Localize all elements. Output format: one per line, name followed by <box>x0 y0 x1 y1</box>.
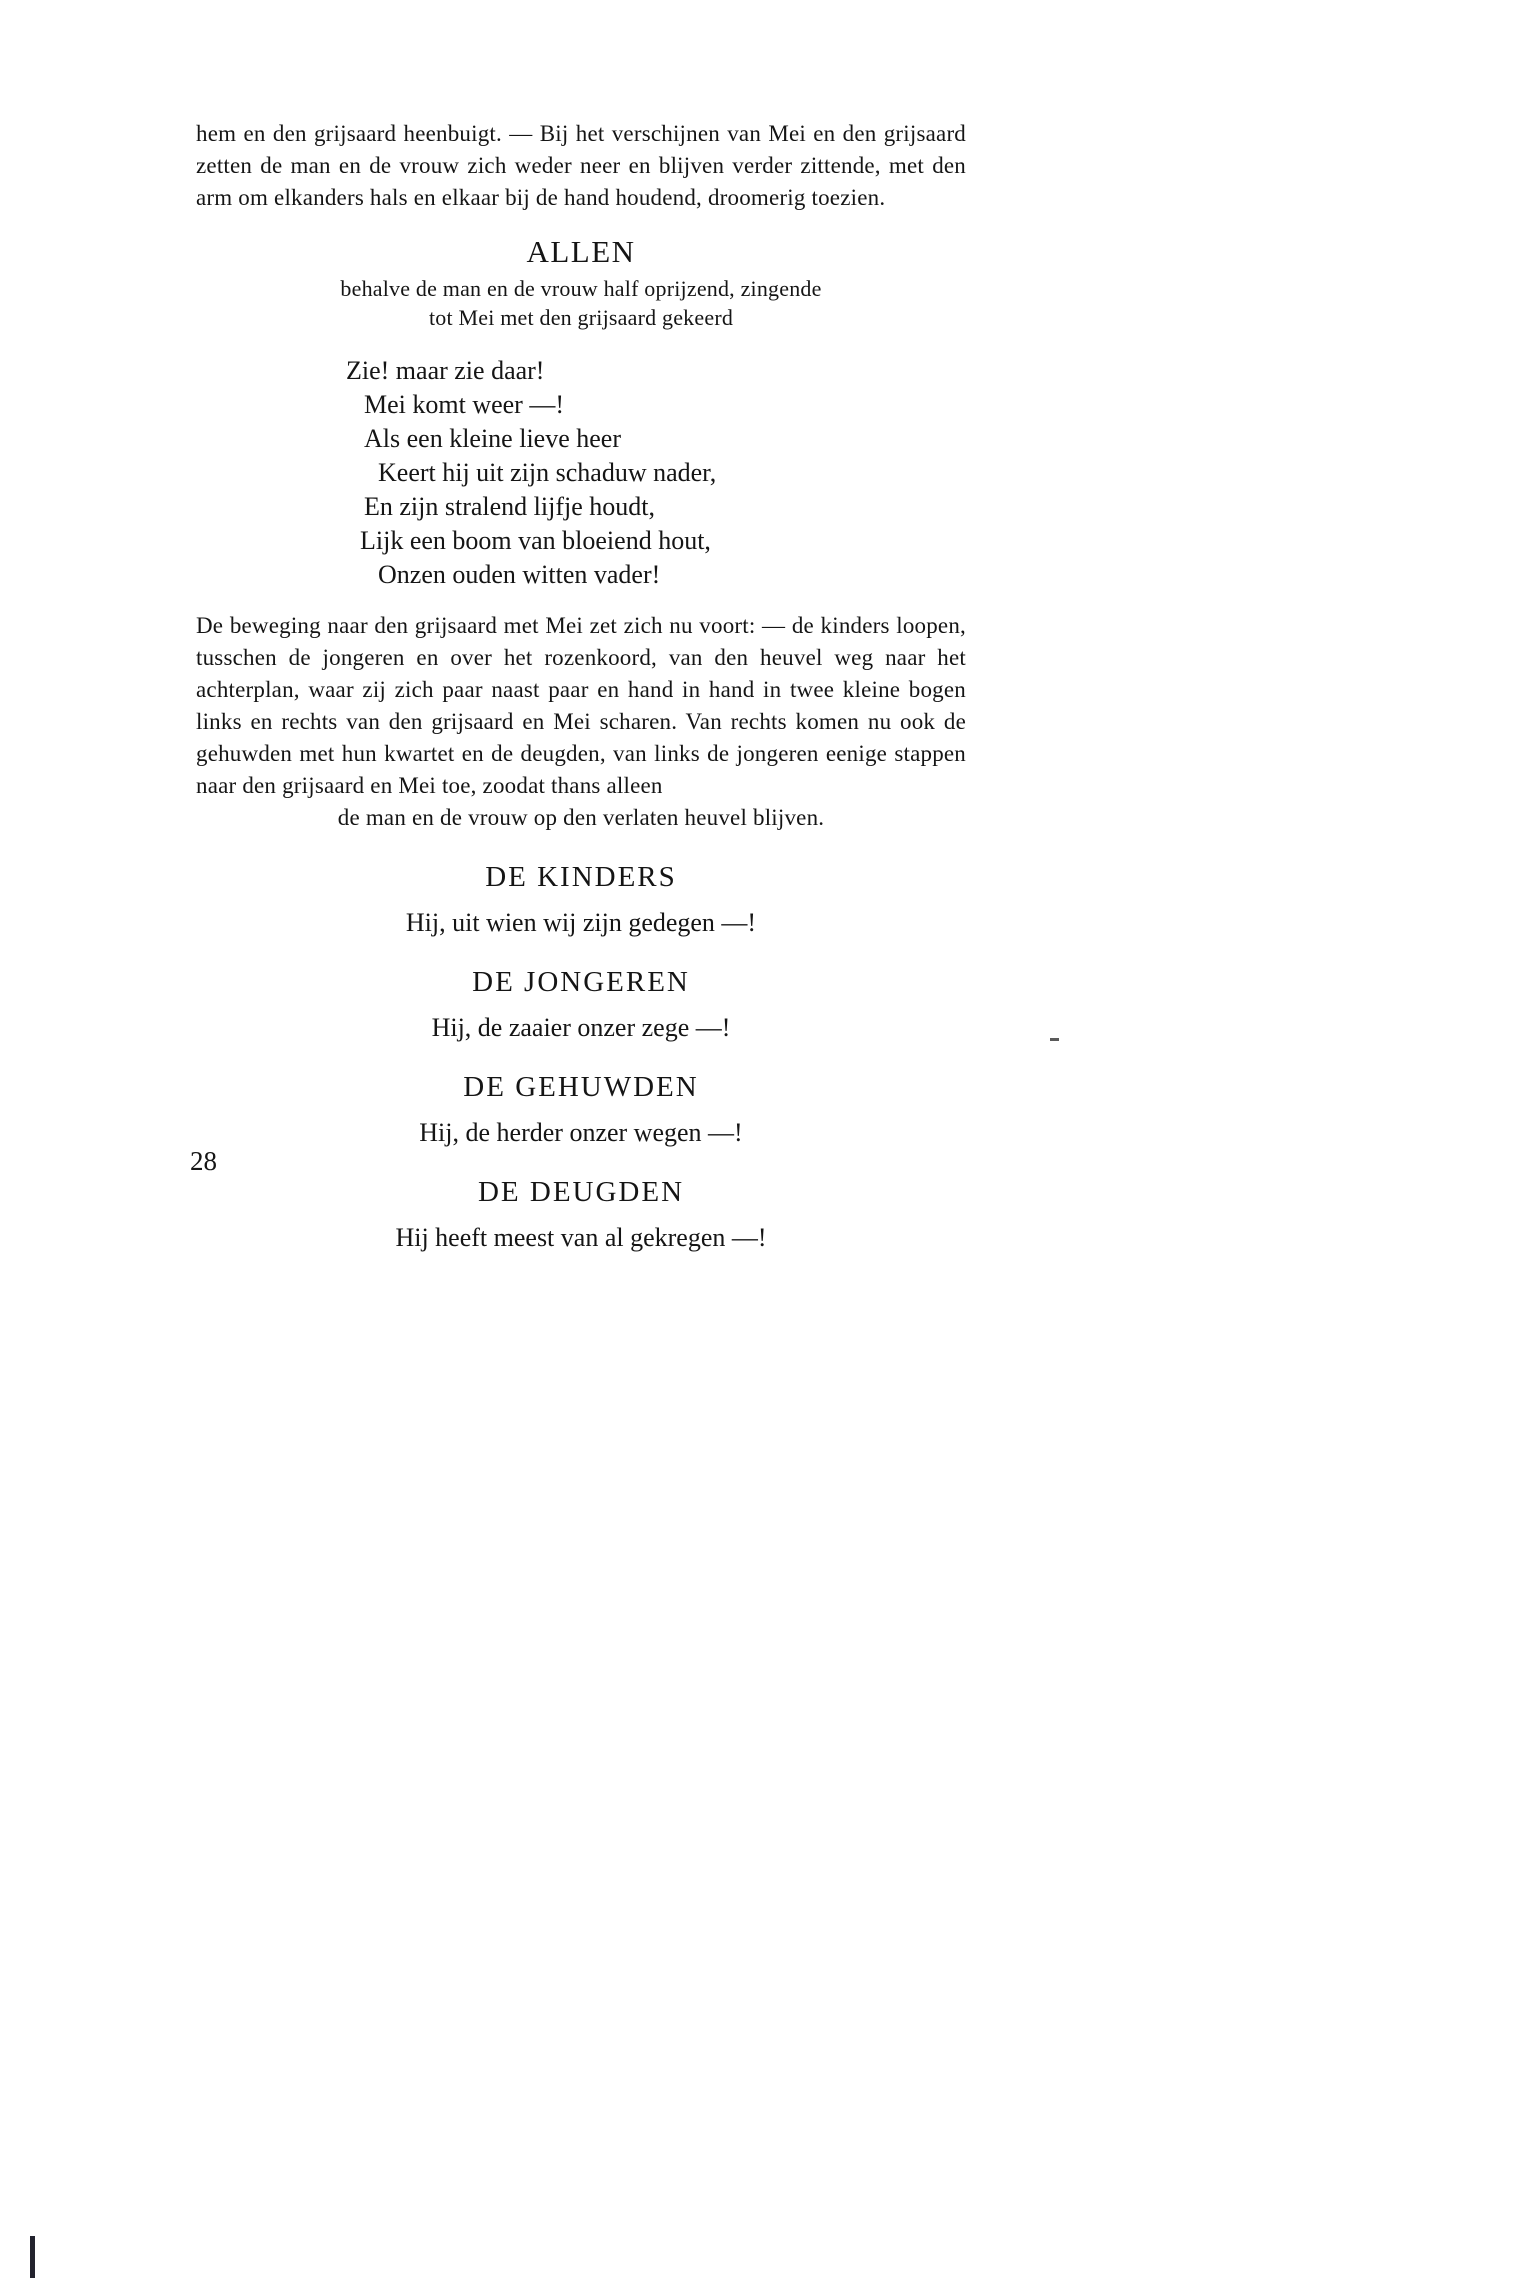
sung-line-de-gehuwden: Hij, de herder onzer wegen —! <box>419 1118 743 1147</box>
speaker-heading-allen: ALLEN <box>526 234 636 269</box>
speaker-heading-de-kinders: DE KINDERS <box>485 861 677 893</box>
stage-direction-top: hem en den grijsaard heenbuigt. — Bij het verschijnen van Mei en den grijsaard zetten de man en de vrouw zich weder neer en blijven verder zittende, met den arm om elkanders hals en elkaar bij de hand houdend, droomerig toezien. <box>196 121 966 210</box>
verse-block <box>196 354 966 592</box>
verse-line: En zijn stralend lijfje houdt, <box>364 492 655 521</box>
verse-line: Als een kleine lieve heer <box>364 424 621 453</box>
stage-direction-mid-last-line: de man en de vrouw op den verlaten heuvel blijven. <box>337 805 825 830</box>
scan-artifact-bottom-left <box>30 2236 35 2278</box>
speaker-heading-de-deugden: DE DEUGDEN <box>477 1176 685 1208</box>
stage-direction-mid: De beweging naar den grijsaard met Mei zet zich nu voort: — de kinders loopen, tusschen de jongeren en over het rozenkoord, van den heuvel weg naar het achterplan, waar zij zich paar naast paar en hand in hand in twee kleine bogen links en rechts van den grijsaard en Mei scharen. Van rechts komen nu ook de gehuwden met hun kwartet en de deugden, van links de jongeren eenige stappen naar den grijsaard en Mei toe, zoodat thans alleen <box>196 613 966 798</box>
text-block <box>196 118 966 1254</box>
verse-line: Onzen ouden witten vader! <box>378 560 661 589</box>
verse-line: Mei komt weer —! <box>364 390 565 419</box>
page-number: 28 <box>190 1146 217 1176</box>
verse-line: Lijk een boom van bloeiend hout, <box>360 526 711 555</box>
allen-stage-note-line-1: behalve de man en de vrouw half oprijzend, zingende <box>340 276 822 301</box>
allen-stage-note-line-2: tot Mei met den grijsaard gekeerd <box>428 305 734 330</box>
verse-line: Keert hij uit zijn schaduw nader, <box>378 458 717 487</box>
verse-line: Zie! maar zie daar! <box>346 356 545 385</box>
scan-artifact-right-dash <box>1050 1038 1059 1041</box>
sung-line-de-kinders: Hij, uit wien wij zijn gedegen —! <box>405 908 757 937</box>
speaker-heading-de-gehuwden: DE GEHUWDEN <box>463 1071 699 1103</box>
speaker-heading-de-jongeren: DE JONGEREN <box>472 966 690 998</box>
sung-line-de-deugden: Hij heeft meest van al gekregen —! <box>395 1223 767 1252</box>
sung-line-de-jongeren: Hij, de zaaier onzer zege —! <box>431 1013 731 1042</box>
